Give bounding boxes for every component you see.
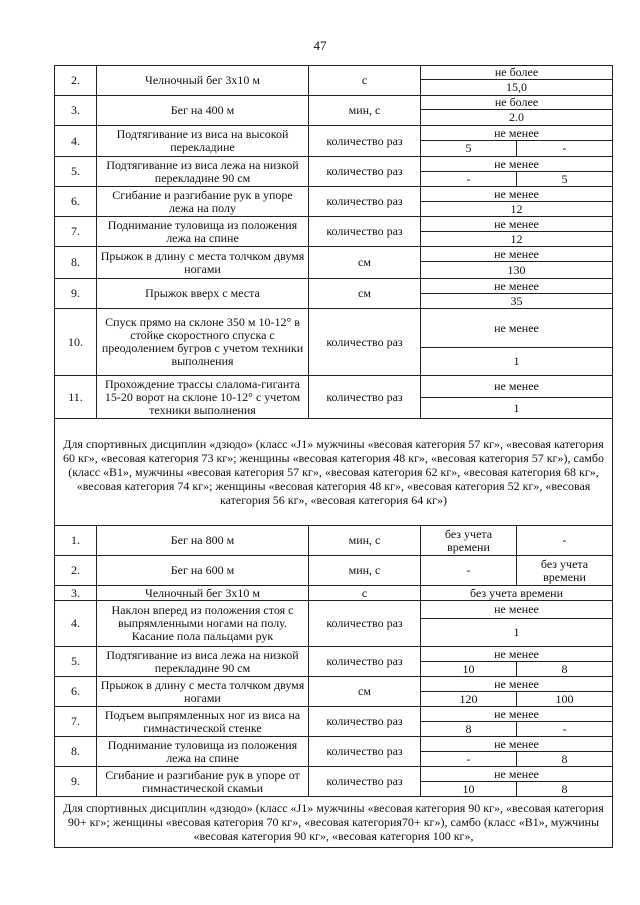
unit: количество раз bbox=[309, 707, 421, 737]
table-row bbox=[55, 737, 613, 752]
norm-value-male: 10 bbox=[421, 782, 517, 797]
exercise-name: Прыжок в длину с места толчком двумя ногами bbox=[97, 247, 309, 279]
row-number: 6. bbox=[55, 187, 97, 217]
table-row bbox=[55, 677, 613, 692]
norm-value-male: без учета времени bbox=[421, 526, 517, 556]
unit: с bbox=[309, 586, 421, 601]
row-number: 7. bbox=[55, 707, 97, 737]
requirement-label: не менее bbox=[421, 647, 613, 662]
unit: количество раз bbox=[309, 157, 421, 187]
requirement-label: не менее bbox=[421, 677, 613, 692]
exercise-name: Наклон вперед из положения стоя с выпрямленными ногами на полу. Касание пола пальцами рук bbox=[97, 601, 309, 647]
row-number: 8. bbox=[55, 737, 97, 767]
norm-value-male: 10 bbox=[421, 662, 517, 677]
exercise-name: Подтягивание из виса на высокой перекладине bbox=[97, 126, 309, 157]
requirement-label: не менее bbox=[421, 601, 613, 619]
norm-value: 130 bbox=[421, 262, 613, 279]
table-row bbox=[55, 376, 613, 398]
exercise-name: Челночный бег 3х10 м bbox=[97, 586, 309, 601]
requirement-label: не менее bbox=[421, 157, 613, 172]
table-row bbox=[55, 767, 613, 782]
row-number: 5. bbox=[55, 157, 97, 187]
exercise-name: Сгибание и разгибание рук в упоре от гимнастической скамьи bbox=[97, 767, 309, 797]
requirement-label: не менее bbox=[421, 247, 613, 262]
unit: с bbox=[309, 66, 421, 96]
table-row bbox=[55, 647, 613, 662]
row-number: 7. bbox=[55, 217, 97, 247]
norm-value: 2.0 bbox=[421, 110, 613, 126]
norm-value: 12 bbox=[421, 202, 613, 217]
exercise-name: Подтягивание из виса лежа на низкой перекладине 90 см bbox=[97, 647, 309, 677]
norm-value: без учета времени bbox=[421, 586, 613, 601]
norm-value: 35 bbox=[421, 294, 613, 309]
norm-value-female: - bbox=[517, 141, 613, 157]
row-number: 4. bbox=[55, 126, 97, 157]
exercise-name: Прыжок в длину с места толчком двумя ногами bbox=[97, 677, 309, 707]
requirement-label: не менее bbox=[421, 217, 613, 232]
exercise-name: Бег на 600 м bbox=[97, 556, 309, 586]
table-row bbox=[55, 187, 613, 202]
row-number: 3. bbox=[55, 96, 97, 126]
exercise-name: Прохождение трассы слалома-гиганта 15-20 ворот на склоне 10-12° с учетом техники выполнения bbox=[97, 376, 309, 419]
exercise-name: Подтягивание из виса лежа на низкой перекладине 90 см bbox=[97, 157, 309, 187]
unit: мин, с bbox=[309, 526, 421, 556]
norm-value-male: - bbox=[421, 752, 517, 767]
norm-value: 12 bbox=[421, 232, 613, 247]
table-row bbox=[55, 526, 613, 556]
norm-value: 1 bbox=[421, 348, 613, 376]
row-number: 6. bbox=[55, 677, 97, 707]
section-note: Для спортивных дисциплин «дзюдо» (класс «J1» мужчины «весовая категория 90 кг», «весовая категория 90+ кг»; женщины «весовая категория 70 кг», «весовая категория70+ кг»), самбо (класс «В1», мужчины «весовая категория 90 кг», «весовая категория 100 кг», bbox=[55, 797, 613, 848]
table-row bbox=[55, 586, 613, 601]
exercise-name: Подъем выпрямленных ног из виса на гимнастической стенке bbox=[97, 707, 309, 737]
row-number: 4. bbox=[55, 601, 97, 647]
norm-value: 1 bbox=[421, 398, 613, 419]
unit: количество раз bbox=[309, 187, 421, 217]
exercise-name: Поднимание туловища из положения лежа на спине bbox=[97, 217, 309, 247]
requirement-label: не менее bbox=[421, 309, 613, 348]
norm-value-female: 8 bbox=[517, 752, 613, 767]
table-row bbox=[55, 217, 613, 232]
requirement-label: не менее bbox=[421, 376, 613, 398]
exercise-name: Поднимание туловища из положения лежа на спине bbox=[97, 737, 309, 767]
unit: см bbox=[309, 677, 421, 707]
requirement-label: не менее bbox=[421, 707, 613, 722]
requirement-label: не менее bbox=[421, 279, 613, 294]
row-number: 11. bbox=[55, 376, 97, 419]
table-row bbox=[55, 279, 613, 294]
requirement-label: не менее bbox=[421, 737, 613, 752]
unit: количество раз bbox=[309, 737, 421, 767]
row-number: 9. bbox=[55, 767, 97, 797]
table-row bbox=[55, 66, 613, 80]
unit: количество раз bbox=[309, 647, 421, 677]
requirement-label: не менее bbox=[421, 767, 613, 782]
table-row bbox=[55, 126, 613, 141]
norm-value: 1 bbox=[421, 619, 613, 647]
exercise-name: Сгибание и разгибание рук в упоре лежа на полу bbox=[97, 187, 309, 217]
table-row bbox=[55, 96, 613, 110]
exercise-name: Бег на 800 м bbox=[97, 526, 309, 556]
standards-table bbox=[54, 65, 613, 848]
unit: количество раз bbox=[309, 767, 421, 797]
norm-value-female: 8 bbox=[517, 662, 613, 677]
exercise-name: Бег на 400 м bbox=[97, 96, 309, 126]
table-row bbox=[55, 707, 613, 722]
unit: количество раз bbox=[309, 309, 421, 376]
unit: количество раз bbox=[309, 376, 421, 419]
unit: см bbox=[309, 247, 421, 279]
section-header-row bbox=[55, 797, 613, 848]
row-number: 5. bbox=[55, 647, 97, 677]
exercise-name: Прыжок вверх с места bbox=[97, 279, 309, 309]
norm-value-male: 5 bbox=[421, 141, 517, 157]
requirement-label: не более bbox=[421, 96, 613, 110]
table-row bbox=[55, 309, 613, 348]
unit: мин, с bbox=[309, 96, 421, 126]
norm-value-female: - bbox=[517, 722, 613, 737]
norm-value-male: 120 bbox=[421, 692, 517, 707]
norm-value-male: - bbox=[421, 172, 517, 187]
norm-value-male: - bbox=[421, 556, 517, 586]
table-row bbox=[55, 601, 613, 619]
table-row bbox=[55, 247, 613, 262]
unit: см bbox=[309, 279, 421, 309]
requirement-label: не менее bbox=[421, 126, 613, 141]
requirement-label: не более bbox=[421, 66, 613, 80]
unit: мин, с bbox=[309, 556, 421, 586]
row-number: 8. bbox=[55, 247, 97, 279]
page-number: 47 bbox=[313, 38, 327, 53]
unit: количество раз bbox=[309, 126, 421, 157]
norm-value-male: 8 bbox=[421, 722, 517, 737]
norm-value-female: - bbox=[517, 526, 613, 556]
row-number: 2. bbox=[55, 66, 97, 96]
row-number: 1. bbox=[55, 526, 97, 556]
row-number: 3. bbox=[55, 586, 97, 601]
table-row bbox=[55, 556, 613, 586]
row-number: 9. bbox=[55, 279, 97, 309]
row-number: 10. bbox=[55, 309, 97, 376]
norm-value-female: без учета времени bbox=[517, 556, 613, 586]
exercise-name: Спуск прямо на склоне 350 м 10-12° в стойке скоростного спуска с преодолением бугров с учетом техники выполнения bbox=[97, 309, 309, 376]
section-header-row bbox=[55, 419, 613, 526]
unit: количество раз bbox=[309, 601, 421, 647]
norm-value: 15,0 bbox=[421, 80, 613, 96]
exercise-name: Челночный бег 3х10 м bbox=[97, 66, 309, 96]
norm-value-female: 5 bbox=[517, 172, 613, 187]
unit: количество раз bbox=[309, 217, 421, 247]
table-row bbox=[55, 157, 613, 172]
requirement-label: не менее bbox=[421, 187, 613, 202]
norm-value-female: 8 bbox=[517, 782, 613, 797]
section-note: Для спортивных дисциплин «дзюдо» (класс «J1» мужчины «весовая категория 57 кг», «весовая категория 60 кг», «весовая категория 73 кг»; женщины «весовая категория 48 кг», «весовая категория 57 кг»), самбо (класс «В1», мужчины «весовая категория 57 кг», «весовая категория 62 кг», «весовая категория 68 кг», «весовая категория 74 кг»; женщины «весовая категория 48 кг», «весовая категория 52 кг», «весовая категория 56 кг», «весовая категория 64 кг») bbox=[55, 419, 613, 526]
norm-value-female: 100 bbox=[517, 692, 613, 707]
row-number: 2. bbox=[55, 556, 97, 586]
